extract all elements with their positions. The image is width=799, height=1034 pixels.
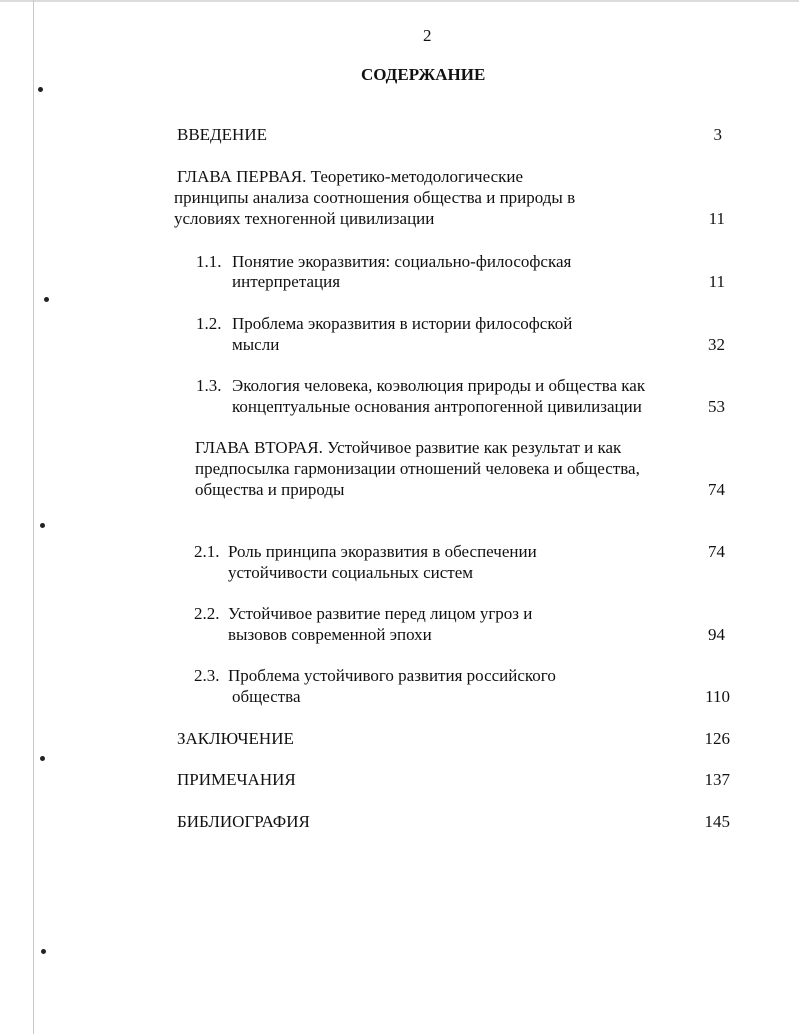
scan-binding-edge <box>33 0 34 1034</box>
toc-line: общества <box>232 687 301 706</box>
toc-line: общества и природы <box>195 480 345 499</box>
toc-page-number: 74 <box>708 480 725 499</box>
toc-line: Роль принципа экоразвития в обеспечении <box>228 542 537 561</box>
toc-entry-title: ПРИМЕЧАНИЯ <box>177 770 296 789</box>
section-number: 1.3. <box>196 376 222 395</box>
toc-entry-title: ВВЕДЕНИЕ <box>177 125 267 144</box>
toc-page-number: 11 <box>708 209 725 228</box>
section-number: 2.3. <box>194 666 220 685</box>
toc-page-number: 11 <box>708 272 725 291</box>
toc-line: интерпретация <box>232 272 341 291</box>
section-number: 2.2. <box>194 604 220 623</box>
toc-line: вызовов современной эпохи <box>228 625 432 644</box>
page-number: 2 <box>423 26 432 45</box>
toc-line: Проблема устойчивого развития российского <box>228 666 556 685</box>
toc-page-number: 145 <box>704 812 730 831</box>
scan-top-edge <box>0 0 799 2</box>
toc-line: мысли <box>232 335 280 354</box>
binding-hole-mark <box>40 523 45 528</box>
section-number: 1.2. <box>196 314 222 333</box>
toc-line: Экология человека, коэволюция природы и общества как <box>232 376 646 395</box>
toc-line: условиях техногенной цивилизации <box>174 209 435 228</box>
toc-page-number: 137 <box>704 770 730 789</box>
toc-line: устойчивости социальных систем <box>228 563 474 582</box>
toc-page-number: 32 <box>708 335 725 354</box>
binding-hole-mark <box>40 756 45 761</box>
toc-line: ГЛАВА ПЕРВАЯ. Теоретико-методологические <box>177 167 524 186</box>
binding-hole-mark <box>41 949 46 954</box>
toc-line: ГЛАВА ВТОРАЯ. Устойчивое развитие как результат и как <box>195 438 622 457</box>
toc-page-number: 3 <box>713 125 722 144</box>
toc-line: Проблема экоразвития в истории философской <box>232 314 573 333</box>
toc-line: Устойчивое развитие перед лицом угроз и <box>228 604 533 623</box>
toc-title: СОДЕРЖАНИЕ <box>361 65 486 84</box>
binding-hole-mark <box>38 87 43 92</box>
section-number: 1.1. <box>196 252 222 271</box>
toc-page-number: 74 <box>708 542 725 561</box>
toc-page-number: 94 <box>708 625 725 644</box>
toc-page-number: 110 <box>705 687 730 706</box>
toc-line: концептуальные основания антропогенной цивилизации <box>232 397 642 416</box>
section-number: 2.1. <box>194 542 220 561</box>
toc-entry-title: БИБЛИОГРАФИЯ <box>177 812 310 831</box>
toc-line: Понятие экоразвития: социально-философская <box>232 252 572 271</box>
binding-hole-mark <box>44 297 49 302</box>
toc-line: принципы анализа соотношения общества и природы в <box>174 188 576 207</box>
toc-page-number: 53 <box>708 397 725 416</box>
toc-page-number: 126 <box>704 729 730 748</box>
toc-entry-title: ЗАКЛЮЧЕНИЕ <box>177 729 294 748</box>
toc-line: предпосылка гармонизации отношений человека и общества, <box>195 459 640 478</box>
